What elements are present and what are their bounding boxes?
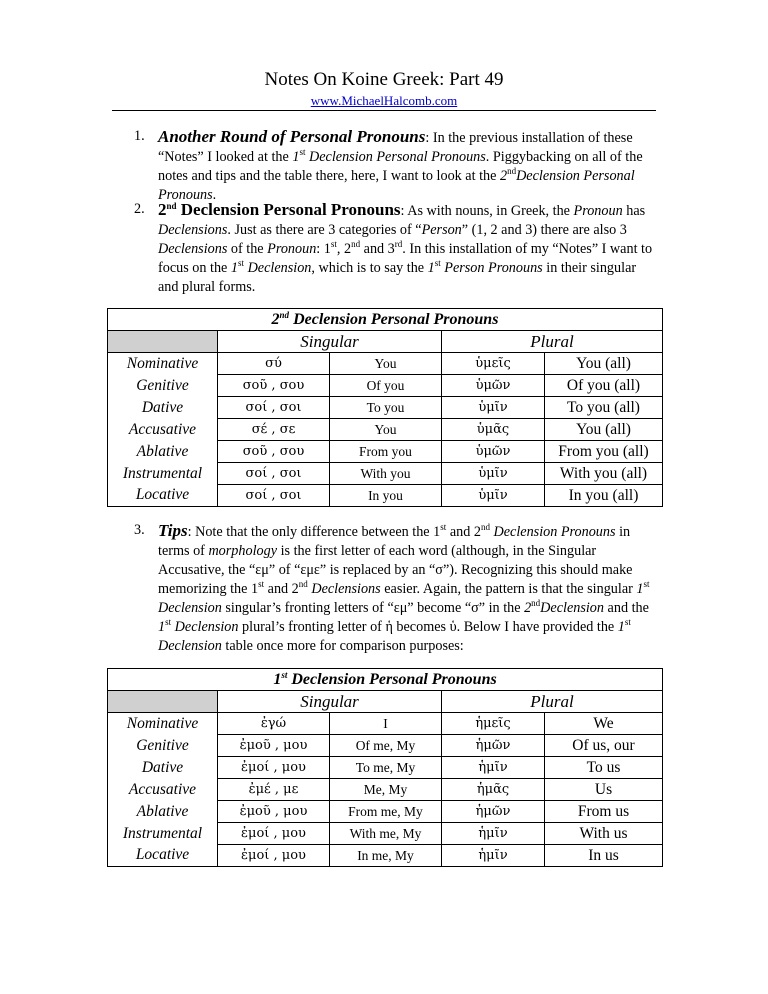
table-row <box>108 463 663 485</box>
table-title <box>108 669 663 691</box>
text-run: , which is to say the <box>311 260 428 276</box>
singular-english-cell: You <box>330 353 442 375</box>
plural-english-cell: With you (all) <box>545 463 663 485</box>
singular-english-cell: From you <box>330 441 442 463</box>
text-run: Declension <box>244 260 312 276</box>
text-run: Pronoun <box>267 241 317 257</box>
text-run: Declension <box>158 600 222 616</box>
superscript: rd <box>394 239 403 249</box>
singular-english-cell: With you <box>330 463 442 485</box>
text-run: : In the previous installation of these “Notes” I looked at the <box>158 130 633 165</box>
text-run: of the <box>227 241 268 257</box>
plural-english-cell: To you (all) <box>545 397 663 419</box>
plural-english-cell: Of us, our <box>545 735 663 757</box>
table-title <box>108 309 663 331</box>
table-row <box>108 353 663 375</box>
plural-english-cell: Us <box>545 779 663 801</box>
text-run: Declensions <box>158 241 228 257</box>
case-cell: Instrumental <box>108 823 218 845</box>
singular-english-cell: In you <box>330 485 442 507</box>
superscript: nd <box>480 522 490 532</box>
singular-english-cell: I <box>330 713 442 735</box>
text-run: Person <box>421 222 462 238</box>
item-text <box>158 127 658 205</box>
plural-greek-cell: ἡμῖν <box>442 757 545 779</box>
plural-greek-cell: ἡμῖν <box>442 845 545 867</box>
text-run: 1 <box>427 260 435 276</box>
text-run: . In this installation of my “Notes” I want to focus on the <box>158 241 653 276</box>
header-blank-cell <box>108 331 218 353</box>
plural-greek-cell: ὑμῖν <box>442 397 545 419</box>
superscript: st <box>330 239 337 249</box>
text-run: Declension Personal Pronouns <box>287 670 497 688</box>
text-run: , 2 <box>336 241 352 257</box>
text-run: 1 <box>617 619 625 635</box>
plural-english-cell: In us <box>545 845 663 867</box>
singular-greek-cell: ἐμοί , μου <box>218 845 330 867</box>
superscript: st <box>440 522 447 532</box>
plural-english-cell: In you (all) <box>545 485 663 507</box>
superscript: st <box>238 258 245 268</box>
singular-english-cell: Of you <box>330 375 442 397</box>
text-run: Declensions <box>307 581 381 597</box>
page-header <box>112 68 656 110</box>
superscript: nd <box>507 166 517 176</box>
case-cell: Accusative <box>108 779 218 801</box>
table-row <box>108 823 663 845</box>
text-run: singular’s fronting letters of “εμ” become “σ” in the <box>221 600 525 616</box>
text-run: morphology <box>208 543 278 559</box>
plural-greek-cell: ὑμῶν <box>442 441 545 463</box>
text-run: . <box>212 187 217 203</box>
text-run: ” (1, 2 and 3) there are also 3 <box>461 222 627 238</box>
item-lead <box>158 200 401 219</box>
text-run: Declension <box>158 638 222 654</box>
text-run: Declension Pronouns <box>489 524 616 540</box>
text-run: Pronoun <box>573 203 623 219</box>
text-run: has <box>622 203 646 219</box>
text-run: Person Pronouns <box>440 260 543 276</box>
table-row <box>108 441 663 463</box>
text-run: . Piggybacking on all of the notes and tips and the table there, here, I want to look at the <box>158 149 643 184</box>
note-item-1 <box>134 127 658 205</box>
text-run: 2 <box>524 600 532 616</box>
header-divider <box>112 110 656 111</box>
table-row <box>108 845 663 867</box>
case-cell: Nominative <box>108 353 218 375</box>
text-run: 1 <box>636 581 644 597</box>
superscript: nd <box>298 579 308 589</box>
singular-header: Singular <box>218 691 442 713</box>
singular-greek-cell: ἐμοί , μου <box>218 757 330 779</box>
item-number: 1. <box>134 128 145 144</box>
item-number: 3. <box>134 522 145 538</box>
text-run: plural’s fronting letter of ἡ becomes ὑ. Below I have provided the <box>238 619 618 635</box>
table-row <box>108 713 663 735</box>
singular-english-cell: In me, My <box>330 845 442 867</box>
text-run: 2 <box>271 310 280 328</box>
plural-english-cell: To us <box>545 757 663 779</box>
plural-english-cell: From us <box>545 801 663 823</box>
text-run: in terms of <box>158 524 631 559</box>
plural-greek-cell: ὑμεῖς <box>442 353 545 375</box>
case-cell: Locative <box>108 485 218 507</box>
plural-english-cell: We <box>545 713 663 735</box>
text-run: : As with nouns, in Greek, the <box>400 203 574 219</box>
singular-english-cell: Me, My <box>330 779 442 801</box>
singular-english-cell: To you <box>330 397 442 419</box>
text-run: Declension <box>540 600 604 616</box>
superscript: nd <box>279 309 290 320</box>
text-run: Declension <box>171 619 239 635</box>
table-row <box>108 735 663 757</box>
singular-greek-cell: ἐγώ <box>218 713 330 735</box>
first-declension-table <box>107 668 663 867</box>
case-cell: Genitive <box>108 375 218 397</box>
plural-greek-cell: ὑμῖν <box>442 485 545 507</box>
singular-greek-cell: σοί , σοι <box>218 463 330 485</box>
case-cell: Dative <box>108 757 218 779</box>
plural-greek-cell: ὑμᾶς <box>442 419 545 441</box>
superscript: st <box>165 617 172 627</box>
text-run: 1 <box>230 260 238 276</box>
superscript: nd <box>351 239 361 249</box>
table-row <box>108 375 663 397</box>
plural-english-cell: With us <box>545 823 663 845</box>
singular-greek-cell: σοῦ , σου <box>218 375 330 397</box>
singular-greek-cell: ἐμοῦ , μου <box>218 801 330 823</box>
case-cell: Genitive <box>108 735 218 757</box>
superscript: st <box>281 669 288 680</box>
text-run: Declension Personal Pronouns <box>289 310 499 328</box>
table-row <box>108 757 663 779</box>
text-run: and 2 <box>264 581 299 597</box>
item-lead: Another Round of Personal Pronouns <box>158 127 426 146</box>
text-run: and 3 <box>360 241 395 257</box>
text-run: 2 <box>499 168 508 184</box>
singular-header: Singular <box>218 331 442 353</box>
plural-greek-cell: ἡμῶν <box>442 735 545 757</box>
plural-greek-cell: ὑμῖν <box>442 463 545 485</box>
plural-english-cell: From you (all) <box>545 441 663 463</box>
text-run: easier. Again, the pattern is that the singular <box>380 581 637 597</box>
text-run: 1 <box>158 619 166 635</box>
plural-greek-cell: ὑμῶν <box>442 375 545 397</box>
case-cell: Accusative <box>108 419 218 441</box>
page-title: Notes On Koine Greek: Part 49 <box>264 69 504 90</box>
text-run: Declensions <box>158 222 228 238</box>
singular-greek-cell: σοί , σοι <box>218 397 330 419</box>
item-number: 2. <box>134 201 145 217</box>
note-item-2 <box>134 200 658 297</box>
singular-english-cell: From me, My <box>330 801 442 823</box>
plural-greek-cell: ἡμῶν <box>442 801 545 823</box>
singular-greek-cell: σοί , σοι <box>218 485 330 507</box>
table-row <box>108 485 663 507</box>
text-run: Declension Personal Pronouns <box>158 168 635 203</box>
plural-greek-cell: ἡμᾶς <box>442 779 545 801</box>
text-run: Declension Personal Pronouns <box>176 200 401 219</box>
text-run: : Note that the only difference between the 1 <box>187 524 441 540</box>
text-run: Declension Personal Pronouns <box>305 149 486 165</box>
plural-greek-cell: ἡμῖν <box>442 823 545 845</box>
case-cell: Ablative <box>108 441 218 463</box>
plural-english-cell: You (all) <box>545 353 663 375</box>
plural-english-cell: Of you (all) <box>545 375 663 397</box>
singular-greek-cell: ἐμοῦ , μου <box>218 735 330 757</box>
superscript: st <box>643 579 650 589</box>
item-text <box>158 521 658 656</box>
case-cell: Nominative <box>108 713 218 735</box>
singular-greek-cell: ἐμέ , με <box>218 779 330 801</box>
case-cell: Dative <box>108 397 218 419</box>
superscript: st <box>299 147 306 157</box>
text-run: and the <box>604 600 649 616</box>
text-run: . Just as there are 3 categories of “ <box>227 222 422 238</box>
case-cell: Instrumental <box>108 463 218 485</box>
text-run: is the first letter of each word (although, in the Singular Accusative, the “εμ” of “εμε” is replaced by an “σ”). Recognizing this should make memorizing the 1 <box>158 543 633 597</box>
text-run: in their singular and plural forms. <box>158 260 637 295</box>
text-run: : 1 <box>316 241 331 257</box>
singular-greek-cell: σοῦ , σου <box>218 441 330 463</box>
singular-greek-cell: σέ , σε <box>218 419 330 441</box>
plural-header: Plural <box>442 691 663 713</box>
text-run: table once more for comparison purposes: <box>221 638 464 654</box>
item-lead: Tips <box>158 521 188 540</box>
item-text <box>158 200 658 297</box>
singular-greek-cell: σύ <box>218 353 330 375</box>
plural-english-cell: You (all) <box>545 419 663 441</box>
superscript: st <box>258 579 265 589</box>
singular-greek-cell: ἐμοί , μου <box>218 823 330 845</box>
singular-english-cell: You <box>330 419 442 441</box>
superscript: st <box>434 258 441 268</box>
text-run: and 2 <box>446 524 481 540</box>
text-run: 1 <box>292 149 300 165</box>
superscript: nd <box>531 598 541 608</box>
singular-english-cell: With me, My <box>330 823 442 845</box>
superscript: nd <box>166 201 177 211</box>
table-row <box>108 397 663 419</box>
text-run: 1 <box>273 670 282 688</box>
text-run: 2 <box>158 200 167 219</box>
note-item-3 <box>134 521 658 656</box>
singular-english-cell: Of me, My <box>330 735 442 757</box>
table-row <box>108 419 663 441</box>
plural-greek-cell: ἡμεῖς <box>442 713 545 735</box>
header-blank-cell <box>108 691 218 713</box>
singular-english-cell: To me, My <box>330 757 442 779</box>
second-declension-table <box>107 308 663 507</box>
table-row <box>108 779 663 801</box>
website-link[interactable]: www.MichaelHalcomb.com <box>310 93 458 108</box>
table-row <box>108 801 663 823</box>
case-cell: Locative <box>108 845 218 867</box>
plural-header: Plural <box>442 331 663 353</box>
case-cell: Ablative <box>108 801 218 823</box>
superscript: st <box>624 617 631 627</box>
